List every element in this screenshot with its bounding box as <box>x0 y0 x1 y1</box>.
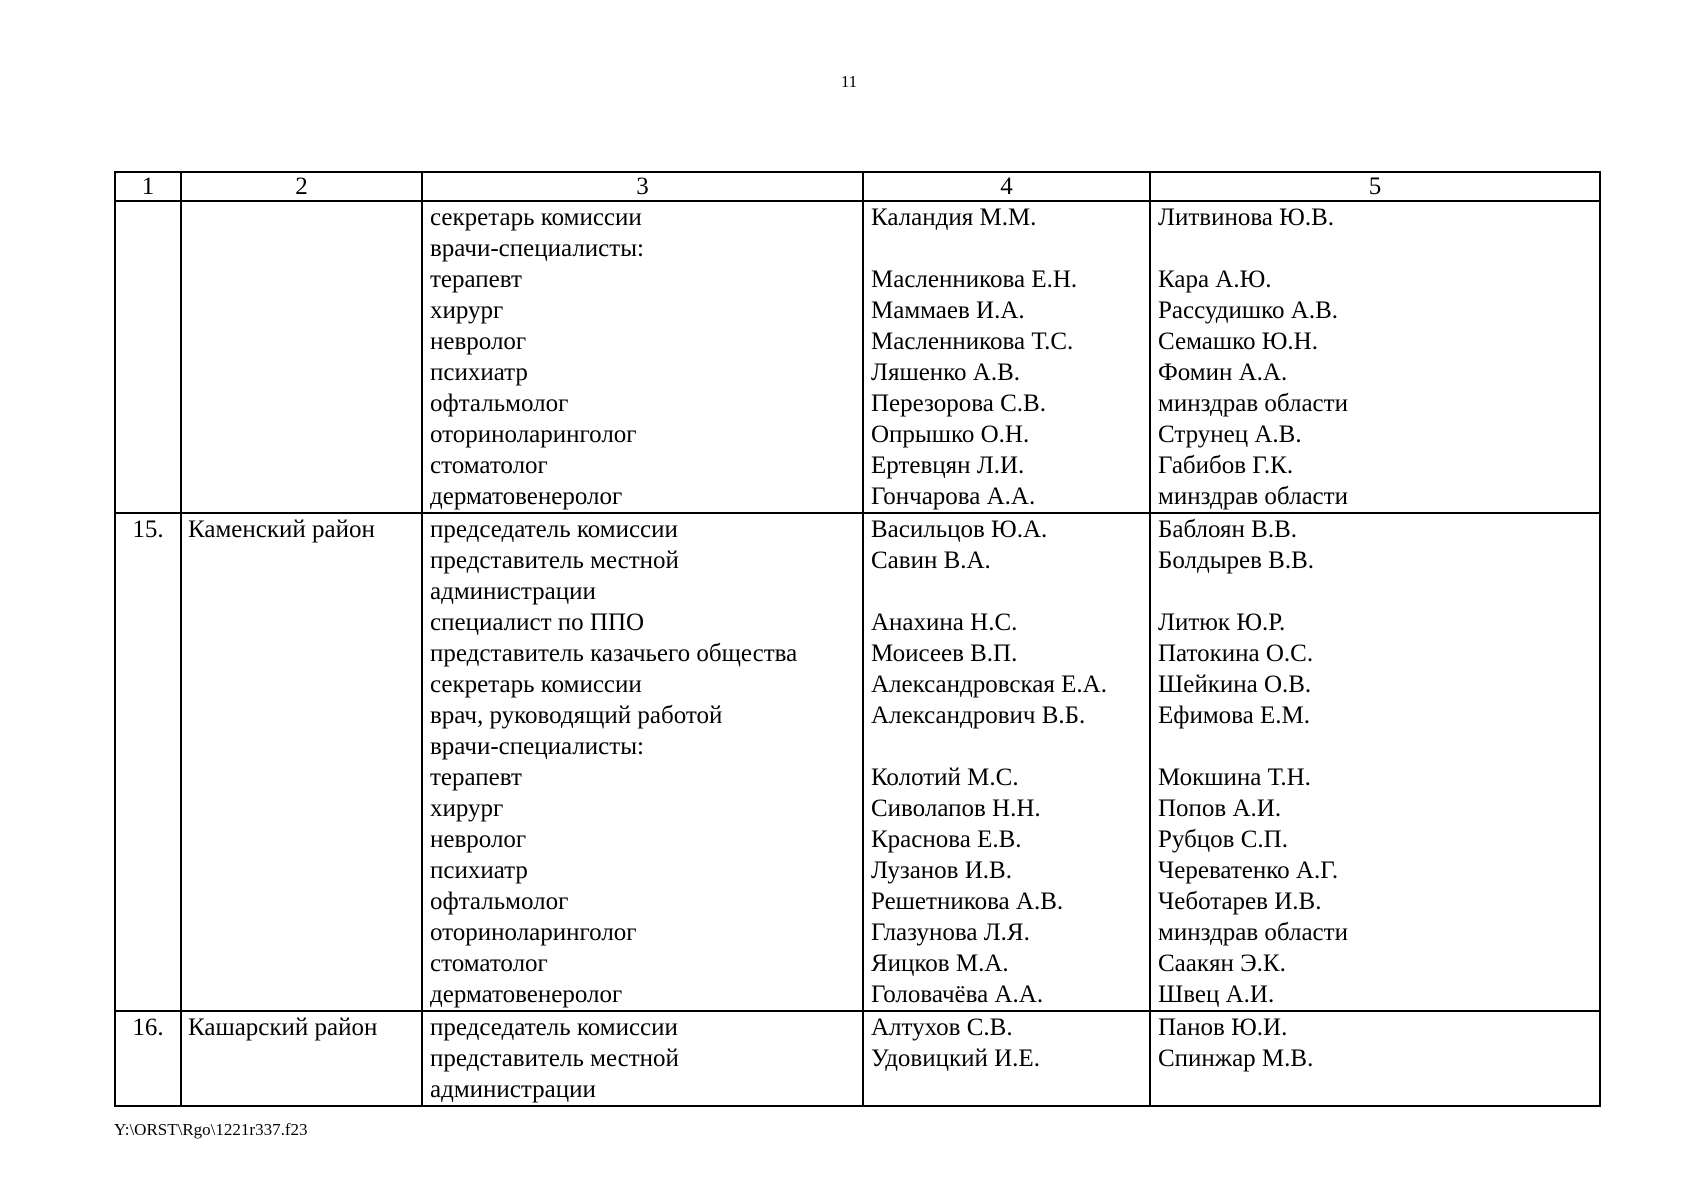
page-number: 11 <box>840 72 858 91</box>
district-cell <box>181 513 422 1011</box>
district-cell <box>181 201 422 513</box>
main-member-cell <box>863 1011 1150 1106</box>
reserve-member-name: Чеботарев И.В. <box>1158 888 1322 915</box>
role-line: представитель местной <box>430 1045 679 1072</box>
reserve-member-name <box>1158 731 1599 762</box>
district-name: Кашарский район <box>188 1014 378 1041</box>
role-cell <box>422 1011 863 1106</box>
reserve-member-name: Кара А.Ю. <box>1158 266 1272 293</box>
reserve-member-name: Швец А.И. <box>1158 981 1275 1008</box>
main-member-name: Маммаев И.А. <box>871 297 1025 324</box>
reserve-member-cell <box>1150 513 1600 1011</box>
main-member-name: Яицков М.А. <box>871 950 1009 977</box>
role-line: невролог <box>430 826 527 853</box>
main-member-cell <box>863 201 1150 513</box>
commission-table <box>114 171 1601 1107</box>
district-cell <box>181 1011 422 1106</box>
main-member-name: Лузанов И.В. <box>871 857 1012 884</box>
main-member-name: Александрович В.Б. <box>871 702 1086 729</box>
main-member-name: Головачёва А.А. <box>871 981 1044 1008</box>
reserve-member-name: Габибов Г.К. <box>1158 452 1294 479</box>
reserve-member-name: Рассудишко А.В. <box>1158 297 1338 324</box>
reserve-member-name: Фомин А.А. <box>1158 359 1288 386</box>
role-line: представитель местной <box>430 547 679 574</box>
reserve-member-name: минздрав области <box>1158 483 1348 510</box>
role-line: дерматовенеролог <box>430 483 623 510</box>
main-member-name: Моисеев В.П. <box>871 640 1018 667</box>
reserve-member-name: Ефимова Е.М. <box>1158 702 1310 729</box>
district-name <box>188 202 421 233</box>
reserve-member-name: Шейкина О.В. <box>1158 671 1312 698</box>
reserve-member-name: Попов А.И. <box>1158 795 1282 822</box>
reserve-member-name: Семашко Ю.Н. <box>1158 328 1318 355</box>
row-number <box>116 202 180 233</box>
role-line: дерматовенеролог <box>430 981 623 1008</box>
reserve-member-name: Болдырев В.В. <box>1158 547 1315 574</box>
role-line: администрации <box>430 1076 596 1103</box>
role-line: терапевт <box>430 764 522 791</box>
main-member-name: Краснова Е.В. <box>871 826 1022 853</box>
role-line: психиатр <box>430 857 528 884</box>
role-line: офтальмолог <box>430 390 569 417</box>
reserve-member-name: Панов Ю.И. <box>1158 1014 1288 1041</box>
district-name: Каменский район <box>188 516 375 543</box>
reserve-member-cell <box>1150 1011 1600 1106</box>
main-member-name: Перезорова С.В. <box>871 390 1046 417</box>
reserve-member-name: Череватенко А.Г. <box>1158 857 1339 884</box>
main-member-name: Масленникова Е.Н. <box>871 266 1078 293</box>
main-member-name <box>871 576 1149 607</box>
reserve-member-name <box>1158 233 1599 264</box>
main-member-name: Савин В.А. <box>871 547 991 574</box>
role-line: секретарь комиссии <box>430 671 642 698</box>
main-member-name: Опрышко О.Н. <box>871 421 1030 448</box>
main-member-name: Ертевцян Л.И. <box>871 452 1025 479</box>
reserve-member-name: минздрав области <box>1158 390 1348 417</box>
row-number-cell <box>115 513 181 1011</box>
main-member-name: Каландия М.М. <box>871 204 1037 231</box>
header-col-3: 3 <box>422 172 863 201</box>
role-line: невролог <box>430 328 527 355</box>
main-member-name: Удовицкий И.Е. <box>871 1045 1040 1072</box>
row-number: 16. <box>132 1014 164 1041</box>
role-line: председатель комиссии <box>430 516 678 543</box>
main-member-name: Сиволапов Н.Н. <box>871 795 1041 822</box>
header-col-4: 4 <box>863 172 1150 201</box>
main-member-name: Масленникова Т.С. <box>871 328 1074 355</box>
role-line: стоматолог <box>430 950 548 977</box>
reserve-member-cell <box>1150 201 1600 513</box>
table-row <box>115 201 1600 513</box>
role-line: специалист по ППО <box>430 609 645 636</box>
role-cell <box>422 201 863 513</box>
reserve-member-name: Патокина О.С. <box>1158 640 1314 667</box>
role-line: психиатр <box>430 359 528 386</box>
role-cell <box>422 513 863 1011</box>
reserve-member-name: минздрав области <box>1158 919 1348 946</box>
main-member-name <box>871 233 1149 264</box>
main-member-name: Александровская Е.А. <box>871 671 1107 698</box>
row-number-cell <box>115 201 181 513</box>
table-row <box>115 1011 1600 1106</box>
role-line: секретарь комиссии <box>430 204 642 231</box>
main-member-name: Решетникова А.В. <box>871 888 1064 915</box>
main-member-name <box>871 731 1149 762</box>
main-member-name: Глазунова Л.Я. <box>871 919 1030 946</box>
header-col-5: 5 <box>1150 172 1600 201</box>
role-line: стоматолог <box>430 452 548 479</box>
table-header-row <box>115 172 1600 201</box>
reserve-member-name: Струнец А.В. <box>1158 421 1302 448</box>
main-member-name: Алтухов С.В. <box>871 1014 1013 1041</box>
reserve-member-name: Литюк Ю.Р. <box>1158 609 1286 636</box>
role-line: оториноларинголог <box>430 919 637 946</box>
role-line: врачи-специалисты: <box>430 235 644 262</box>
reserve-member-name: Мокшина Т.Н. <box>1158 764 1311 791</box>
row-number: 15. <box>132 516 164 543</box>
role-line: терапевт <box>430 266 522 293</box>
main-member-name: Гончарова А.А. <box>871 483 1036 510</box>
reserve-member-name: Рубцов С.П. <box>1158 826 1288 853</box>
row-number-cell <box>115 1011 181 1106</box>
role-line: председатель комиссии <box>430 1014 678 1041</box>
main-member-name: Анахина Н.С. <box>871 609 1018 636</box>
header-col-1: 1 <box>115 172 181 201</box>
role-line: оториноларинголог <box>430 421 637 448</box>
role-line: хирург <box>430 297 504 324</box>
table-row <box>115 513 1600 1011</box>
header-col-2: 2 <box>181 172 422 201</box>
main-member-name: Колотий М.С. <box>871 764 1019 791</box>
role-line: представитель казачьего общества <box>430 640 798 667</box>
reserve-member-name <box>1158 1074 1599 1105</box>
main-member-name: Васильцов Ю.А. <box>871 516 1048 543</box>
reserve-member-name: Литвинова Ю.В. <box>1158 204 1335 231</box>
reserve-member-name: Спинжар М.В. <box>1158 1045 1314 1072</box>
role-line: врачи-специалисты: <box>430 733 644 760</box>
reserve-member-name: Саакян Э.К. <box>1158 950 1286 977</box>
main-member-name: Ляшенко А.В. <box>871 359 1021 386</box>
role-line: хирург <box>430 795 504 822</box>
role-line: врач, руководящий работой <box>430 702 723 729</box>
file-path-footer: Y:\ORST\Rgo\1221r337.f23 <box>114 1120 308 1139</box>
main-member-cell <box>863 513 1150 1011</box>
role-line: офтальмолог <box>430 888 569 915</box>
main-member-name <box>871 1074 1149 1105</box>
role-line: администрации <box>430 578 596 605</box>
reserve-member-name: Баблоян В.В. <box>1158 516 1298 543</box>
reserve-member-name <box>1158 576 1599 607</box>
